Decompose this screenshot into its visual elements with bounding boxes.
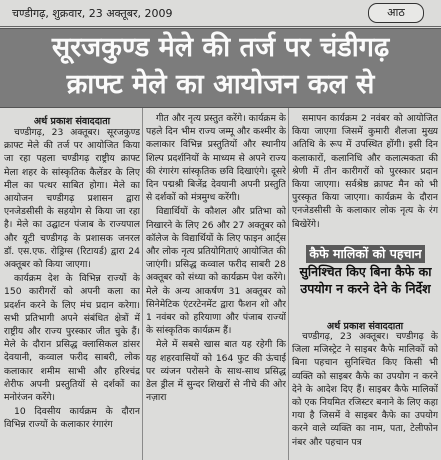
page-header	[0, 0, 441, 27]
main-byline: अर्थ प्रकाश संवाददाता	[33, 116, 111, 127]
second-article-headline	[290, 245, 441, 317]
sub-headline-line-1: कैफे मालिकों को पहचान	[290, 245, 441, 263]
paragraph: मेले में सबसे खास बात यह रहेगी कि यह शहरवासियों को 164 फुट की ऊंचाई पर व्यंजन परोसने के साथ-साथ प्रसिद्ध डेल ड्रील में सुन्दर शिखरों से नीचे की ओर नज़ारा	[146, 339, 286, 404]
sub-headline-line-2: सुनिश्चित किए बिना कैफे का	[299, 263, 432, 279]
second-article-body	[292, 330, 438, 460]
dateline: चण्डीगढ़, शुक्रवार, 23 अक्तूबर, 2009	[12, 7, 173, 20]
paragraph: चण्डीगढ़, 23 अक्तूबर। चण्डीगढ़ के जिला मजिस्ट्रेट ने साइबर कैफे मालिकों को बिना पहचान सुनिश्चित किए किसी भी व्यक्ति को साइबर कैफे का उपयोग न करने देने के आदेश दिए हैं। साइबर कैफे मालिकों को एक नियमित रजिस्टर बनाने के लिए कहा गया है जिसमें वे साइबर कैफे का उपयोग करने वाले व्यक्ति का नाम, पता, टेलीफोन नंबर और पहचान पत्र	[292, 331, 438, 448]
paragraph: कार्यक्रम देश के विभिन्न राज्यों के 150 कारीगरों को अपनी कला का प्रदर्शन करने के लिए मंच प्रदान करेगा। सभी प्रतिभागी अपने संबंधित क्षेत्रों में राष्ट्रीय और राज्य पुरस्कार जीत चुके हैं। मेले के दौरान प्रसिद्ध क्लासिकल डांसर देवयानी, कव्वाल फरीद साबरी, लोक कलाकार शमीम साभी और हरिश्चंद्र शेरीफ अपनी प्रस्तुतियों से दर्शकों का मनोरंजन करेंगे।	[4, 273, 140, 404]
column-divider	[142, 108, 143, 460]
second-byline: अर्थ प्रकाश संवाददाता	[326, 321, 404, 332]
paragraph: गीत और नृत्य प्रस्तुत करेंगे। कार्यक्रम के पहले दिन भीम राज्य जम्मू और कश्मीर के कलाकार विभिन्न प्रस्तुतियों और स्थानीय शिल्प प्रदर्शनियों के माध्यम से अपने राज्य की रंगारंग सांस्कृतिक छवि दिखाएंगे। दूसरे दिन पद्मश्री बिजेंद्र देवयानी अपनी प्रस्तुति से दर्शकों को मंत्रमुग्ध करेंगी।	[146, 113, 286, 204]
page-number-badge: आठ	[368, 3, 424, 23]
headline-line-2: क्राफ्ट मेले का आयोजन कल से	[66, 69, 375, 100]
paragraph: विद्यार्थियों के कौशल और प्रतिभा को निखारने के लिए 26 और 27 अक्तूबर को कॉलेज के विद्यार्थियों के लिए फाइन आर्ट्स और लोक नृत्य प्रतियोगिताएं आयोजित की जाएंगी। प्रसिद्ध कव्वाल फरीद साबरी 28 अक्तूबर को संध्या को कार्यक्रम पेश करेंगे। मेले के अन्य आकर्षण 31 अक्तूबर को सिनेमेटिक एंटरटेनमेंट द्वारा फैशन शो और 1 नवंबर को हरियाणा और पंजाब राज्यों के सांस्कृतिक कार्यक्रम हैं।	[146, 206, 286, 337]
paragraph: समापन कार्यक्रम 2 नवंबर को आयोजित किया जाएगा जिसमें कुमारी शैलजा मुख्य अतिथि के रूप में उपस्थित होंगी। इसी दिन कलाकारों, कलानिधि और कलात्मकता की श्रेणी में तीन कारीगरों को पुरस्कार प्रदान किया जाएगा। सर्वश्रेष्ठ क्राफ्ट मैन को भी पुरस्कृत किया जाएगा। कार्यक्रम के दौरान एनजेडसीसी के कलाकार लोक नृत्य के रंग बिखेरेंगे।	[292, 113, 438, 230]
article-column-2	[146, 112, 286, 460]
article-column-1	[4, 112, 140, 460]
headline-line-1: सूरजकुण्ड मेले की तर्ज पर चंडीगढ़	[51, 32, 390, 63]
sub-headline-line-3: उपयोग न करने देने के निर्देश	[300, 281, 431, 296]
main-headline	[0, 28, 441, 108]
paragraph: चण्डीगढ़, 23 अक्तूबर। सूरजकुण्ड क्राफ्ट मेले की तर्ज पर आयोजित किया जा रहा पहला चण्डीगढ़ राष्ट्रीय क्राफ्ट मेला शहर के सांस्कृतिक कैलेंडर के लिए मील का पत्थर साबित होगा। मेले का आयोजन चण्डीगढ़ प्रशासन द्वारा एनजेडसीसी के सहयोग से किया जा रहा है। मेले का उद्घाटन पंजाब के राज्यपाल और यूटी चण्डीगढ़ के प्रशासक जनरल डॉ. एस.एफ. रोड्रिग्स (रिटायर्ड) द्वारा 24 अक्तूबर को किया जाएगा।	[4, 127, 140, 271]
column-divider	[288, 108, 289, 460]
paragraph: 10 दिवसीय कार्यक्रम के दौरान विभिन्न राज्यों के कलाकार रंगारंग	[4, 406, 140, 431]
article-column-3	[292, 112, 438, 244]
